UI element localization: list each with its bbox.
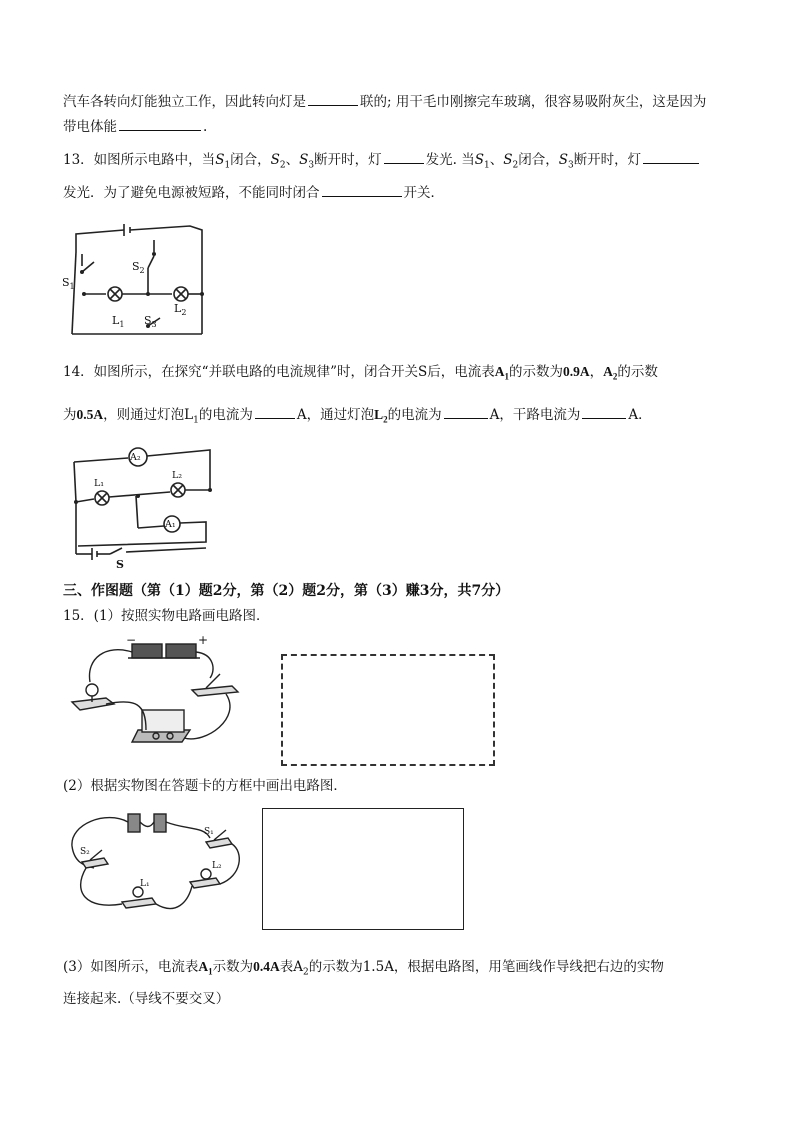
q12-line-1 (63, 91, 706, 112)
q13-text: 、 (285, 152, 300, 168)
bulb-icon (86, 684, 98, 696)
label-a2: A₂ (130, 452, 141, 463)
q15-part2: (2）根据实物图在答题卡的方框中画出电路图． (63, 778, 347, 794)
label-l2: L₂ (212, 861, 222, 871)
subscript: 1 (208, 966, 213, 977)
answer-box-dashed[interactable] (281, 654, 495, 766)
value: 0.4A (253, 959, 280, 974)
ammeter-symbol: A (603, 364, 613, 379)
wire (74, 462, 76, 502)
ammeter-icon (142, 710, 184, 732)
q14-text: 的电流为 (198, 407, 253, 423)
subscript: 2 (302, 967, 309, 978)
answer-blank[interactable] (119, 116, 201, 131)
q12-text: 联的; 用干毛巾刚擦完车玻璃，很容易吸附灰尘，这是因为 (360, 94, 707, 110)
switch-s-lever (110, 548, 122, 554)
answer-blank[interactable] (643, 149, 699, 164)
q13-line-2 (63, 182, 444, 203)
q15-text: 的示数为1.5A，根据电路图，用笔画线作导线把右边的实物 (308, 959, 664, 975)
q13-text: 闭合， (518, 152, 559, 168)
q14-text: A，干路电流为 (489, 407, 581, 423)
switch-s1-lever (82, 262, 94, 272)
wire (76, 499, 94, 502)
switch-s2-board (82, 858, 108, 868)
label-s: S (116, 558, 124, 569)
switch-symbol: S (474, 152, 484, 168)
q14-circuit-diagram (66, 444, 216, 569)
wire (140, 822, 154, 827)
wire (89, 650, 132, 682)
q15-part3-line-1 (63, 957, 664, 983)
switch-symbol: S (299, 152, 309, 168)
subscript: 2 (612, 371, 618, 382)
subscript: 2 (512, 160, 519, 171)
label-s3: $S_3$ (144, 314, 157, 329)
bulb-l2-icon (201, 869, 211, 879)
q15-text: 表 (279, 959, 294, 975)
answer-box[interactable] (262, 808, 464, 930)
q15-part1: 15．(1）按照实物电路画电路图． (63, 608, 270, 624)
wire (78, 522, 206, 546)
q13-text: 、 (489, 152, 504, 168)
subscript: 3 (308, 160, 315, 171)
battery-cell-2 (166, 644, 196, 658)
subscript: 2 (279, 160, 286, 171)
plus-terminal: + (198, 634, 209, 647)
wire (196, 652, 213, 678)
ammeter-symbol: A (198, 959, 209, 974)
q13-text: 发光．为了避免电源被短路，不能同时闭合 (63, 185, 320, 201)
subscript: 1 (193, 415, 199, 426)
q14-text: 的示数为 (508, 364, 563, 380)
answer-blank[interactable] (308, 91, 358, 106)
q15-text: 示数为 (212, 959, 254, 975)
lamp-symbol: L (374, 407, 384, 422)
label-s2: $S_2$ (132, 260, 145, 275)
minus-terminal: − (126, 634, 137, 647)
label-s1: $S_1$ (62, 276, 75, 291)
q12-text: 汽车各转向灯能独立工作，因此转向灯是 (63, 94, 306, 110)
subscript: 1 (483, 160, 490, 171)
q13-text: 13．如图所示电路中，当 (63, 152, 216, 168)
wire (74, 458, 128, 462)
wire (126, 548, 206, 552)
label-s2: S₂ (80, 847, 90, 857)
q13-text: 开关． (403, 185, 444, 201)
q12-text: . (203, 119, 208, 135)
battery-cell-1 (132, 644, 162, 658)
label-a1: A₁ (165, 519, 176, 530)
subscript: 1 (504, 371, 509, 382)
wire (136, 496, 138, 528)
q13-line-1 (63, 149, 701, 176)
wire (81, 868, 122, 905)
wire (72, 252, 76, 334)
q12-line-2 (63, 116, 207, 137)
answer-blank[interactable] (322, 182, 402, 197)
section-heading: 三、作图题（第（1）题2分，第（2）题2分，第（3）赚3分，共7分） (63, 583, 510, 599)
subscript: 1 (224, 160, 231, 171)
q14-line-1 (63, 362, 658, 387)
q13-circuit-diagram (62, 216, 212, 341)
answer-blank[interactable] (384, 149, 424, 164)
q14-text: 的电流为 (387, 407, 442, 423)
q15-part3-line-2: 连接起来.（导线不要交叉） (63, 991, 230, 1007)
q14-text: 的示数 (617, 364, 658, 380)
q14-line-2 (63, 404, 652, 431)
switch-lever (206, 674, 220, 688)
switch-s1-board (206, 838, 232, 848)
wire (138, 526, 164, 528)
value: 0.9A (562, 364, 590, 379)
ammeter-symbol: A (293, 959, 303, 975)
q14-text: A． (628, 407, 652, 423)
answer-blank[interactable] (582, 404, 626, 419)
subscript: 2 (383, 414, 388, 425)
ammeter-symbol: A (494, 364, 505, 379)
switch-symbol: S (558, 152, 568, 168)
lamp-symbol: L (184, 407, 194, 423)
q13-text: 闭合， (230, 152, 271, 168)
battery-cell-2 (154, 814, 166, 832)
q15-2-physical-circuit (66, 806, 246, 920)
wire (76, 230, 124, 242)
wire (184, 694, 230, 739)
answer-blank[interactable] (255, 404, 295, 419)
label-s1: S₁ (204, 827, 214, 837)
q14-text: 14．如图所示，在探究“并联电路的电流规律”时，闭合开关S后，电流表 (63, 364, 495, 380)
q14-text: ， (589, 364, 604, 380)
q13-text: 发光. 当 (425, 152, 475, 168)
wire (130, 226, 202, 334)
lamp-l1-board (122, 898, 156, 908)
label-l1: L₁ (94, 478, 105, 489)
switch-symbol: S (215, 152, 225, 168)
label-l2: $L_2$ (174, 302, 187, 317)
q13-text: 断开时，灯 (573, 152, 642, 168)
q13-text: 断开时，灯 (314, 152, 382, 168)
label-l2: L₂ (172, 470, 183, 481)
battery-cell-1 (128, 814, 140, 832)
value: 0.5A (76, 407, 104, 422)
answer-blank[interactable] (444, 404, 488, 419)
wire (106, 702, 146, 730)
subscript: 3 (567, 160, 574, 171)
q15-text: (3）如图所示，电流表 (63, 959, 199, 975)
q15-1-physical-circuit (66, 634, 246, 758)
q14-text: 为 (63, 407, 77, 423)
wire (220, 844, 239, 884)
switch-s2-lever (148, 256, 154, 268)
q14-text: ，则通过灯泡 (103, 407, 185, 423)
wire (156, 886, 192, 909)
label-l1: L₁ (140, 879, 150, 889)
q12-text: 带电体能 (63, 119, 117, 135)
q14-text: A，通过灯泡 (296, 407, 375, 423)
switch-symbol: S (503, 152, 513, 168)
switch-board (192, 686, 238, 696)
switch-symbol: S (270, 152, 280, 168)
label-l1: $L_1$ (112, 314, 125, 329)
